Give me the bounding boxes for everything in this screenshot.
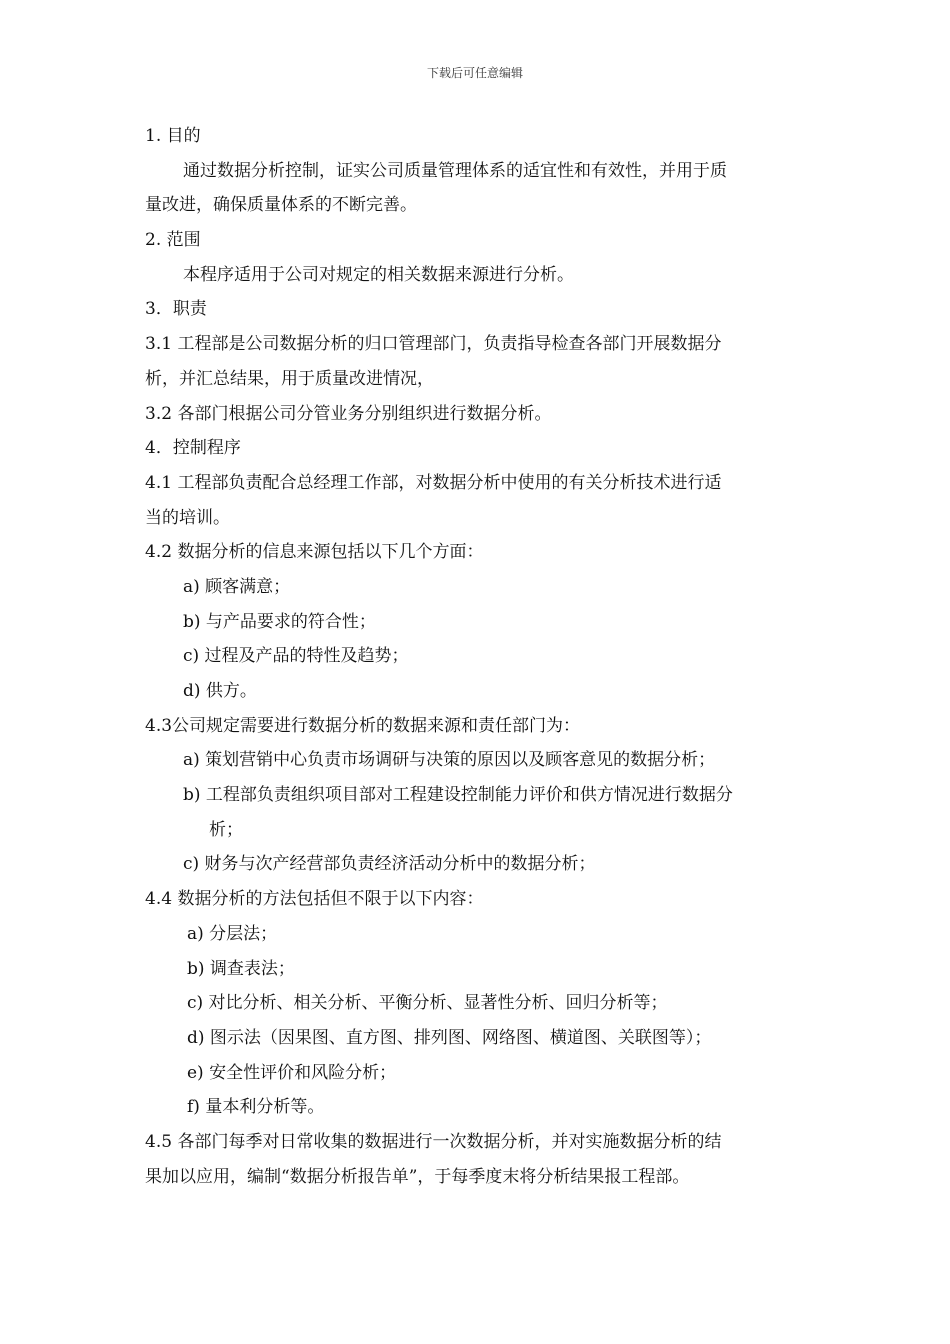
text-line: 析； [209, 819, 243, 840]
text-line: 量改进，确保质量体系的不断完善。 [145, 195, 417, 216]
text-line: 4.2 数据分析的信息来源包括以下几个方面： [145, 542, 484, 563]
text-line: b) 调查表法； [187, 958, 295, 979]
text-line: 果加以应用，编制“数据分析报告单”，于每季度末将分析结果报工程部。 [145, 1166, 690, 1187]
text-line: 4.3公司规定需要进行数据分析的数据来源和责任部门为： [145, 715, 581, 736]
text-line: 3．职责 [145, 299, 207, 320]
text-line: a) 分层法； [187, 923, 278, 944]
text-line: a) 顾客满意； [183, 576, 291, 597]
page-header: 下载后可任意编辑 [426, 66, 523, 80]
text-line: b) 与产品要求的符合性； [183, 611, 376, 632]
text-line: c) 对比分析、相关分析、平衡分析、显著性分析、回归分析等； [187, 993, 668, 1014]
text-line: 4.1 工程部负责配合总经理工作部，对数据分析中使用的有关分析技术进行适 [145, 472, 722, 493]
text-line: 本程序适用于公司对规定的相关数据来源进行分析。 [183, 264, 574, 285]
text-line: f) 量本利分析等。 [187, 1097, 325, 1118]
text-line: 1. 目的 [145, 126, 201, 146]
text-line: b) 工程部负责组织项目部对工程建设控制能力评价和供方情况进行数据分 [183, 785, 733, 806]
text-line: 4.5 各部门每季对日常收集的数据进行一次数据分析，并对实施数据分析的结 [145, 1131, 722, 1152]
text-line: d) 供方。 [183, 681, 257, 701]
text-line: 4.4 数据分析的方法包括但不限于以下内容： [145, 889, 484, 910]
text-line: c) 财务与次产经营部负责经济活动分析中的数据分析； [183, 854, 596, 875]
text-line: 3.1 工程部是公司数据分析的归口管理部门，负责指导检查各部门开展数据分 [145, 334, 722, 355]
text-line: a) 策划营销中心负责市场调研与决策的原因以及顾客意见的数据分析； [183, 750, 716, 771]
text-line: 当的培训。 [145, 507, 230, 528]
text-line: d) 图示法（因果图、直方图、排列图、网络图、横道图、关联图等）； [187, 1027, 712, 1048]
text-line: 2. 范围 [145, 230, 201, 251]
text-line: 3.2 各部门根据公司分管业务分别组织进行数据分析。 [145, 403, 552, 424]
text-line: 通过数据分析控制，证实公司质量管理体系的适宜性和有效性，并用于质 [183, 160, 727, 181]
text-line: 4．控制程序 [145, 438, 241, 459]
text-line: c) 过程及产品的特性及趋势； [183, 646, 409, 667]
text-line: e) 安全性评价和风险分析； [187, 1062, 397, 1083]
document-body [145, 119, 815, 1194]
text-line: 析，并汇总结果，用于质量改进情况， [145, 368, 434, 389]
